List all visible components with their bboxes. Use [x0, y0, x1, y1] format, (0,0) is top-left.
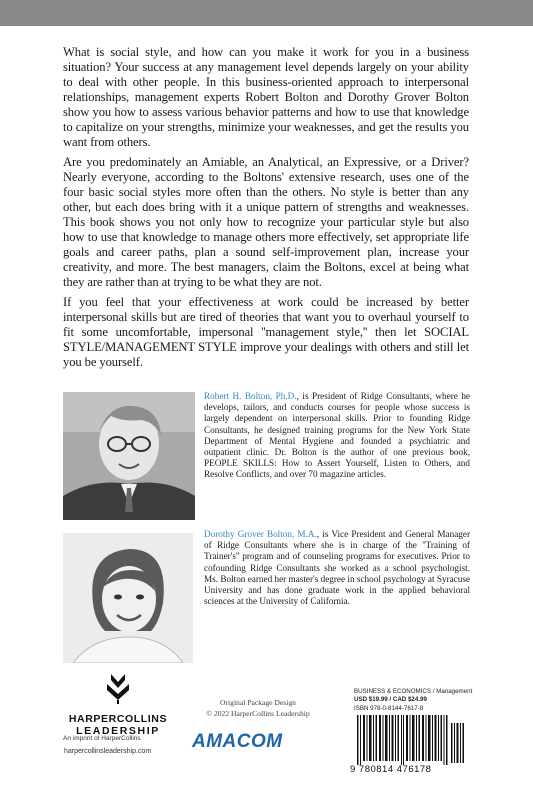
top-color-band	[0, 0, 533, 26]
harpercollins-flame-icon	[103, 672, 133, 704]
design-credit-line-2: © 2022 HarperCollins Leadership	[206, 709, 310, 718]
imprint-note: An imprint of HarperCollins	[63, 735, 141, 742]
leadership-wordmark: LEADERSHIP	[76, 725, 160, 737]
design-credit-line-1: Original Package Design	[220, 698, 296, 707]
harpercollins-wordmark: HARPERCOLLINS	[68, 713, 168, 725]
dorothy-bolton-bio	[204, 529, 470, 607]
description-paragraph-1: What is social style, and how can you make it work for you in a business situation? Your success at any management level depends largely on your ability to deal with other people. In this business-oriented approach to interpersonal relationships, management experts Robert Bolton and Dorothy Grover Bolton show you how to assess various behavior patterns and how to use that knowledge to capitalize on your strengths, minimize your weaknesses, and get the results you want from others.	[63, 45, 469, 149]
dorothy-bolton-bio-text: , is Vice President and General Manager of Ridge Consultants where she is in charge of the ''Training of Trainer's'' program and of counseling programs for executives. Prior to cofounding Ridge Consultants she worked as a school psychologist. Ms. Bolton earned her master's degree in school psychology at Syracuse University and has done graduate work in the applied behavioral sciences at the University of California.	[204, 529, 470, 607]
description-paragraph-2: Are you predominately an Amiable, an Analytical, an Expressive, or a Driver? Nearly everyone, according to the Boltons' extensive research, uses one of the four basic social styles more often than the others. No style is better than any other, but each does bring with it a unique pattern of strengths and weaknesses. This book shows you not only how to recognize your particular style but also how to use that knowledge to manage others more effectively, set appropriate life goals and career paths, plan a sound self-improvement plan, increase your creativity, and more. The best managers, claim the Boltons, excel at being what they are rather than at trying to be what they are not.	[63, 155, 469, 289]
isbn-label: ISBN 978-0-8144-7617-8	[354, 704, 424, 712]
description-paragraph-3: If you feel that your effectiveness at work could be increased by better interpersonal skills but are tired of theories that want you to overhaul yourself to fit some uncomfortable, impersonal ''management style,'' then let SOCIAL STYLE/MANAGEMENT STYLE improve your dealings with others and still let you be yourself.	[63, 295, 469, 369]
price-block	[354, 688, 472, 713]
category-label: BUSINESS & ECONOMICS / Management	[354, 688, 473, 695]
barcode-bars	[355, 713, 466, 765]
barcode-digits: 9 780814 476178	[350, 764, 432, 775]
robert-bolton-bio	[204, 391, 470, 481]
dorothy-bolton-photo	[63, 533, 193, 663]
price-label: USD $19.99 / CAD $24.99	[354, 696, 427, 704]
harpercollins-leadership-logo	[63, 672, 173, 737]
robert-bolton-photo	[63, 392, 195, 520]
back-cover-description	[63, 45, 469, 375]
isbn-barcode	[355, 713, 466, 765]
design-credit	[203, 697, 313, 719]
publisher-website: harpercollinsleadership.com	[64, 748, 152, 755]
amacom-logo: AMACOM	[192, 731, 283, 752]
robert-bolton-name: Robert H. Bolton, Ph.D.	[204, 391, 297, 401]
dorothy-bolton-name: Dorothy Grover Bolton, M.A.	[204, 529, 317, 539]
robert-bolton-bio-text: , is President of Ridge Consultants, where he develops, tailors, and conducts courses for people whose success is largely dependent on interpersonal skills. Prior to founding Ridge Consultants, he designed training programs for the New York State Department of Mental Hygiene and founded a psychiatric and outpatient clinic. Dr. Bolton is the author of one previous book, PEOPLE SKILLS: How to Assert Yourself, Listen to Others, and Resolve Conflicts, and over 70 magazine articles.	[204, 391, 470, 480]
dorothy-portrait-drawing	[63, 533, 193, 663]
robert-portrait-drawing	[63, 392, 195, 520]
